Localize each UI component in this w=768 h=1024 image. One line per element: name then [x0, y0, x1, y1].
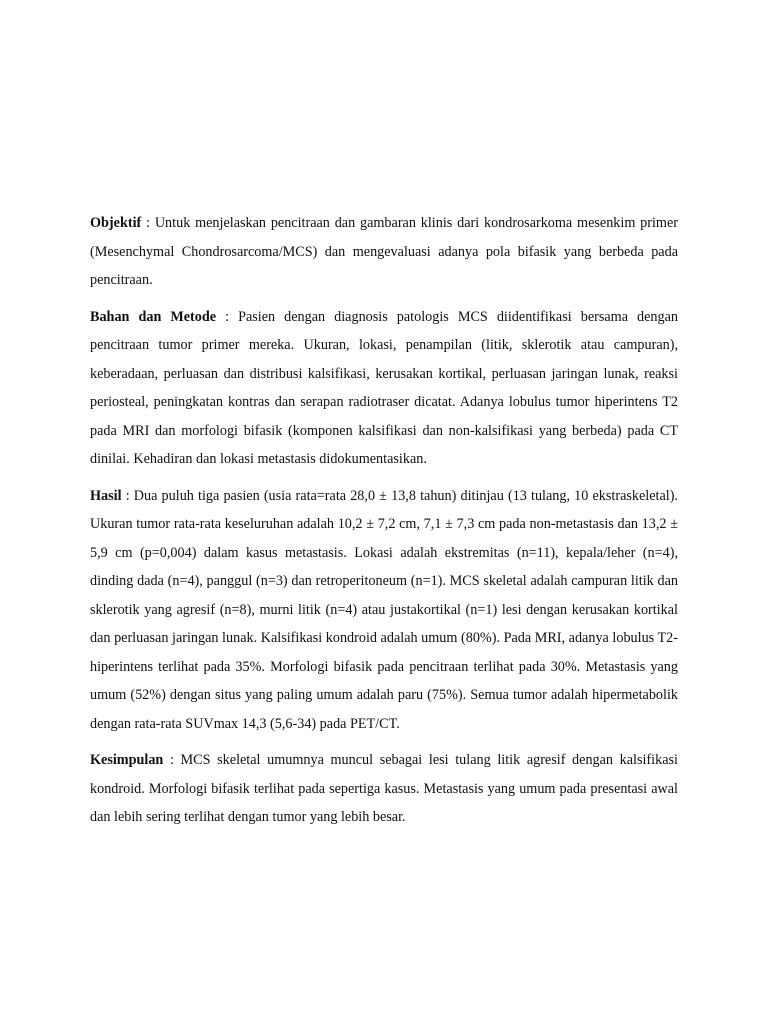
section-body-hasil: Dua puluh tiga pasien (usia rata=rata 28,0 ± 13,8 tahun) ditinjau (13 tulang, 10 ekstraskeletal). Ukuran tumor rata-rata keseluruhan adalah 10,2 ± 7,2 cm, 7,1 ± 7,3 cm pada non-metastasis dan 13,2 ± 5,9 cm (p=0,004) dalam kasus metastasis. Lokasi adalah ekstremitas (n=11), kepala/leher (n=4), dinding dada (n=4), panggul (n=3) dan retroperitoneum (n=1). MCS skeletal adalah campuran litik dan sklerotik yang agresif (n=8), murni litik (n=4) atau justakortikal (n=1) lesi dengan kerusakan kortikal dan perluasan jaringan lunak. Kalsifikasi kondroid adalah umum (80%). Pada MRI, adanya lobulus T2-hiperintens terlihat pada 35%. Morfologi bifasik pada pencitraan terlihat pada 30%. Metastasis yang umum (52%) dengan situs yang paling umum adalah paru (75%). Semua tumor adalah hipermetabolik dengan rata-rata SUVmax 14,3 (5,6-34) pada PET/CT. — [90, 487, 678, 732]
section-separator: : — [216, 308, 239, 325]
section-heading-kesimpulan: Kesimpulan — [90, 752, 164, 768]
section-bahan-dan-metode — [90, 303, 678, 474]
section-body-objektif: Untuk menjelaskan pencitraan dan gambaran klinis dari kondrosarkoma mesenkim primer (Mesenchymal Chondrosarcoma/MCS) dan mengevaluasi adanya pola bifasik yang berbeda pada pencitraan. — [90, 215, 678, 288]
section-hasil — [90, 482, 678, 739]
section-kesimpulan — [90, 746, 678, 832]
section-objektif — [90, 209, 678, 295]
section-heading-bahan-dan-metode: Bahan dan Metode — [90, 308, 217, 325]
document-page — [90, 209, 678, 840]
section-separator: : — [121, 487, 134, 504]
section-heading-objektif: Objektif — [90, 215, 142, 231]
section-heading-hasil: Hasil — [90, 487, 122, 504]
section-separator: : — [141, 215, 155, 231]
section-body-bahan-dan-metode: Pasien dengan diagnosis patologis MCS diidentifikasi bersama dengan pencitraan tumor primer mereka. Ukuran, lokasi, penampilan (litik, sklerotik atau campuran), keberadaan, perluasan dan distribusi kalsifikasi, kerusakan kortikal, perluasan jaringan lunak, reaksi periosteal, peningkatan kontras dan serapan radiotraser dicatat. Adanya lobulus tumor hiperintens T2 pada MRI dan morfologi bifasik (komponen kalsifikasi dan non-kalsifikasi yang berbeda) pada CT dinilai. Kehadiran dan lokasi metastasis didokumentasikan. — [90, 308, 678, 467]
section-separator: : — [163, 752, 181, 768]
section-body-kesimpulan: MCS skeletal umumnya muncul sebagai lesi tulang litik agresif dengan kalsifikasi kondroid. Morfologi bifasik terlihat pada sepertiga kasus. Metastasis yang umum pada presentasi awal dan lebih sering terlihat dengan tumor yang lebih besar. — [90, 752, 678, 825]
